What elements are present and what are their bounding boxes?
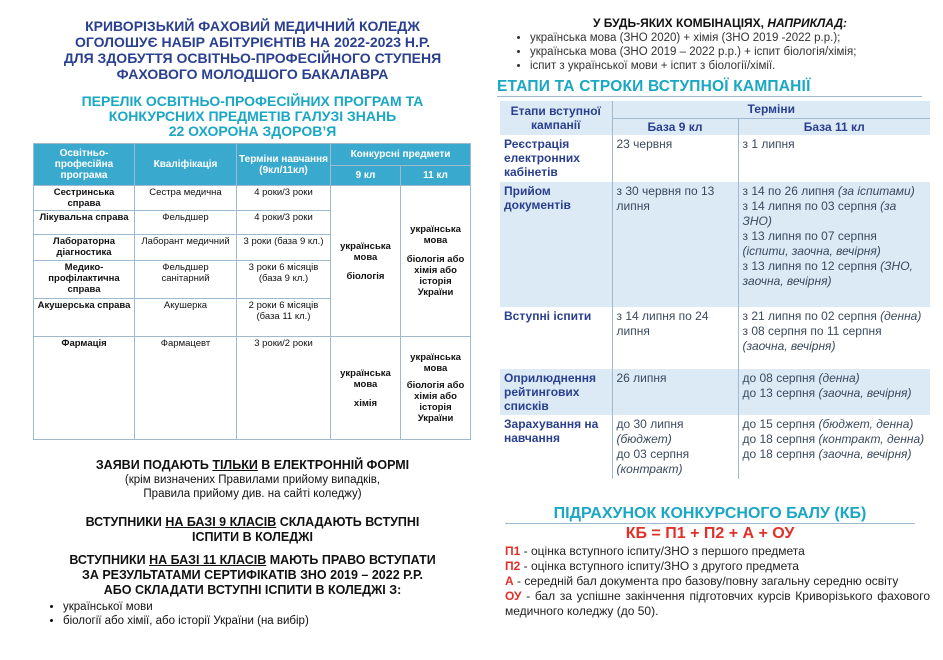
term-note: (бюджет, денна)	[818, 417, 914, 431]
notice-text: ЗАЯВИ ПОДАЮТЬ	[95, 458, 213, 472]
col-program-header: Освітньо-професійна програма	[34, 144, 135, 186]
subheader-line: 22 ОХОРОНА ЗДОРОВ’Я	[168, 123, 337, 139]
header-line: ДЛЯ ЗДОБУТТЯ ОСВІТНЬО-ПРОФЕСІЙНОГО СТУПЕНЯ	[63, 50, 442, 66]
list-item: • іспит з української мови + іспит з біології/хімії.	[530, 59, 937, 73]
term-note: (заочна, вечірня)	[818, 386, 912, 400]
notice-text: ВСТУПНИКИ	[85, 515, 166, 529]
legend-key: А	[505, 574, 514, 588]
base9-term	[612, 415, 738, 479]
notice-emphasis: НА БАЗІ 11 КЛАСІВ	[149, 553, 267, 567]
col-grade9-header: 9 кл	[331, 166, 401, 186]
subjects-grade9	[331, 186, 401, 337]
base9-term: 26 липня	[612, 369, 738, 415]
combo-list	[512, 31, 937, 73]
subject: біологія	[346, 270, 385, 282]
study-terms: 4 роки/3 роки	[237, 186, 331, 211]
base9-term: з 30 червня по 13 липня	[612, 182, 738, 307]
legend-key: ОУ	[505, 589, 522, 603]
subjects-grade11	[401, 186, 471, 337]
term-note: (контракт)	[616, 462, 683, 476]
header-line: ФАХОВОГО МОЛОДШОГО БАКАЛАВРА	[116, 66, 389, 82]
stage-name: Оприлюднення рейтингових списків	[500, 369, 612, 415]
term-note: (за ЗНО)	[742, 199, 897, 228]
legend-text: - оцінка вступного іспиту/ЗНО з другого предмета	[520, 559, 799, 573]
col-subjects-header: Конкурсні предмети	[331, 144, 471, 166]
study-terms: 4 роки/3 роки	[237, 211, 331, 235]
term-text: з 08 серпня по 11 серпня	[742, 324, 882, 338]
base9-notice	[40, 515, 465, 545]
base11-term	[738, 415, 930, 479]
legend-item	[505, 544, 930, 559]
col-qualification-header: Кваліфікація	[135, 144, 237, 186]
col-stage-header: Етапи вступної кампанії	[500, 101, 612, 135]
base11-term	[738, 369, 930, 415]
legend-text: - оцінка вступного іспиту/ЗНО з першого предмета	[520, 544, 805, 558]
qualification: Фельдшер санітарний	[135, 261, 237, 299]
notice-text: АБО СКЛАДАТИ ВСТУПНІ ІСПИТИ В КОЛЕДЖІ З:	[103, 583, 402, 597]
list-item: • українська мова (ЗНО 2019 – 2022 р.р.) + іспит біологія/хімія;	[530, 45, 937, 59]
stages-title: ЕТАПИ ТА СТРОКИ ВСТУПНОЇ КАМПАНІЇ	[497, 78, 922, 97]
qualification: Фармацевт	[135, 337, 237, 440]
base11-term	[738, 307, 930, 369]
term-text: до 18 серпня	[742, 447, 819, 461]
combo-title	[520, 16, 920, 30]
program-name: Лікувальна справа	[34, 211, 135, 235]
term-text: до 13 серпня	[742, 386, 819, 400]
qualification: Сестра медична	[135, 186, 237, 211]
legend-item	[505, 559, 930, 574]
subject: українська мова	[410, 352, 461, 374]
college-header	[40, 18, 465, 82]
legend-text: - середній бал документа про базову/повну загальну середню освіту	[513, 574, 899, 588]
notice-text: В ЕЛЕКТРОННІЙ ФОРМІ	[257, 458, 410, 472]
study-terms: 3 роки (база 9 кл.)	[237, 235, 331, 261]
qualification: Акушерка	[135, 299, 237, 337]
table-row	[500, 369, 930, 415]
term-note: (ЗНО, заочна, вечірня)	[742, 259, 913, 288]
table-row	[34, 186, 471, 211]
term-text: до 08 серпня	[742, 371, 819, 385]
term-note: (контракт, денна)	[818, 432, 925, 446]
base11-term	[738, 182, 930, 307]
legend-item	[505, 589, 930, 619]
score-legend	[505, 544, 930, 619]
table-row	[500, 415, 930, 479]
program-name: Акушерська справа	[34, 299, 135, 337]
base9-term: 23 червня	[612, 135, 738, 182]
term-note: (іспити, заочна, вечірня)	[742, 244, 881, 258]
study-terms: 2 роки 6 місяців (база 11 кл.)	[237, 299, 331, 337]
term-note: (заочна, вечірня)	[818, 447, 912, 461]
electronic-form-notice	[40, 458, 465, 501]
notice-emphasis: ТІЛЬКИ	[212, 458, 258, 472]
combo-title-text: У БУДЬ-ЯКИХ КОМБІНАЦІЯХ,	[592, 16, 768, 30]
qualification: Лаборант медичний	[135, 235, 237, 261]
notice-text: ЗА РЕЗУЛЬТАТАМИ СЕРТИФІКАТІВ ЗНО 2019 – 2022 Р.Р.	[81, 568, 423, 582]
list-item: • українська мова (ЗНО 2020) + хімія (ЗНО 2019 -2022 р.р.);	[530, 31, 937, 45]
header-line: ОГОЛОШУЄ НАБІР АБІТУРІЄНТІВ НА 2022-2023 Н.Р.	[74, 34, 431, 50]
combo-title-italic: НАПРИКЛАД:	[767, 16, 848, 30]
program-name: Фармація	[34, 337, 135, 440]
term-note: (бюджет)	[616, 432, 672, 446]
header-line: КРИВОРІЗЬКИЙ ФАХОВИЙ МЕДИЧНИЙ КОЛЕДЖ	[85, 18, 420, 34]
notice-text: МАЮТЬ ПРАВО ВСТУПАТИ	[266, 553, 436, 567]
col-terms-header: Терміни навчання (9кл/11кл)	[237, 144, 331, 186]
subject: українська мова	[340, 240, 391, 263]
program-name: Сестринська справа	[34, 186, 135, 211]
term-text: до 03 серпня	[616, 447, 690, 461]
list-item: • української мови	[63, 600, 465, 614]
notice-text: СКЛАДАЮТЬ ВСТУПНІ	[276, 515, 420, 529]
legend-item	[505, 574, 930, 589]
base9-term: з 14 липня по 24 липня	[612, 307, 738, 369]
study-terms: 3 роки/2 роки	[237, 337, 331, 440]
programs-subheader	[40, 94, 465, 139]
program-name: Медико-профілактична справа	[34, 261, 135, 299]
stage-name: Прийом документів	[500, 182, 612, 307]
col-terms-header: Терміни	[612, 101, 930, 118]
programs-table	[33, 143, 471, 440]
term-note: (денна)	[818, 371, 860, 385]
col-base9-header: База 9 кл	[612, 118, 738, 135]
subject: біологія або хімія або історія України	[406, 380, 465, 424]
term-text: до 30 липня	[616, 417, 684, 431]
stage-name: Вступні іспити	[504, 309, 592, 323]
subject: хімія	[353, 397, 378, 409]
table-row	[500, 135, 930, 182]
notice-emphasis: НА БАЗІ 9 КЛАСІВ	[165, 515, 277, 529]
subject: біологія або хімія або історія України	[406, 254, 465, 298]
study-terms: 3 роки 6 місяців (база 9 кл.)	[237, 261, 331, 299]
subjects-grade11	[401, 337, 471, 440]
term-note: (денна)	[880, 309, 922, 323]
term-text: з 13 липня по 07 серпня	[742, 229, 877, 243]
subject: українська мова	[340, 367, 391, 390]
term-text: з 14 липня по 03 серпня	[742, 199, 881, 213]
stage-name: Зарахування на навчання	[504, 417, 599, 445]
term-note: (за іспитами)	[837, 184, 915, 198]
notice-note: (крім визначених Правилами прийому випадків,	[124, 474, 381, 486]
subheader-line: ПЕРЕЛІК ОСВІТНЬО-ПРОФЕСІЙНИХ ПРОГРАМ ТА	[81, 93, 424, 109]
subjects-grade9	[331, 337, 401, 440]
table-row	[34, 337, 471, 440]
list-item: • біології або хімії, або історії України (на вибір)	[63, 614, 465, 628]
term-text: з 14 по 26 липня	[742, 184, 838, 198]
legend-text: - бал за успішне закінчення підготовчих курсів Криворізького фахового медичного коледжу (до 50).	[505, 589, 930, 618]
table-row	[500, 182, 930, 307]
term-note: (заочна, вечірня)	[742, 339, 836, 353]
term-text: з 21 липня по 02 серпня	[742, 309, 881, 323]
term-text: з 13 липня по 12 серпня	[742, 259, 881, 273]
notice-note: Правила прийому див. на сайті коледжу)	[143, 488, 362, 500]
base11-term: з 1 липня	[738, 135, 930, 182]
legend-key: П1	[505, 544, 521, 558]
score-formula: КБ = П1 + П2 + А + ОУ	[625, 525, 795, 542]
notice-text: ІСПИТИ В КОЛЕДЖІ	[192, 530, 313, 544]
base11-notice	[40, 553, 465, 598]
score-title: ПІДРАХУНОК КОНКУРСНОГО БАЛУ (КБ)	[505, 505, 915, 524]
subheader-line: КОНКУРСНИХ ПРЕДМЕТІВ ГАЛУЗІ ЗНАНЬ	[108, 108, 397, 124]
program-name: Лабораторна діагностика	[34, 235, 135, 261]
col-grade11-header: 11 кл	[401, 166, 471, 186]
col-base11-header: База 11 кл	[738, 118, 930, 135]
term-text: до 15 серпня	[742, 417, 819, 431]
subject: українська мова	[410, 224, 461, 246]
table-row	[500, 307, 930, 369]
legend-key: П2	[505, 559, 521, 573]
term-text: до 18 серпня	[742, 432, 819, 446]
notice-text: ВСТУПНИКИ	[69, 553, 150, 567]
base11-subjects-list	[45, 600, 465, 628]
stages-table	[500, 101, 930, 479]
qualification: Фельдшер	[135, 211, 237, 235]
stage-name: Реєстрація електронних кабінетів	[504, 137, 580, 179]
